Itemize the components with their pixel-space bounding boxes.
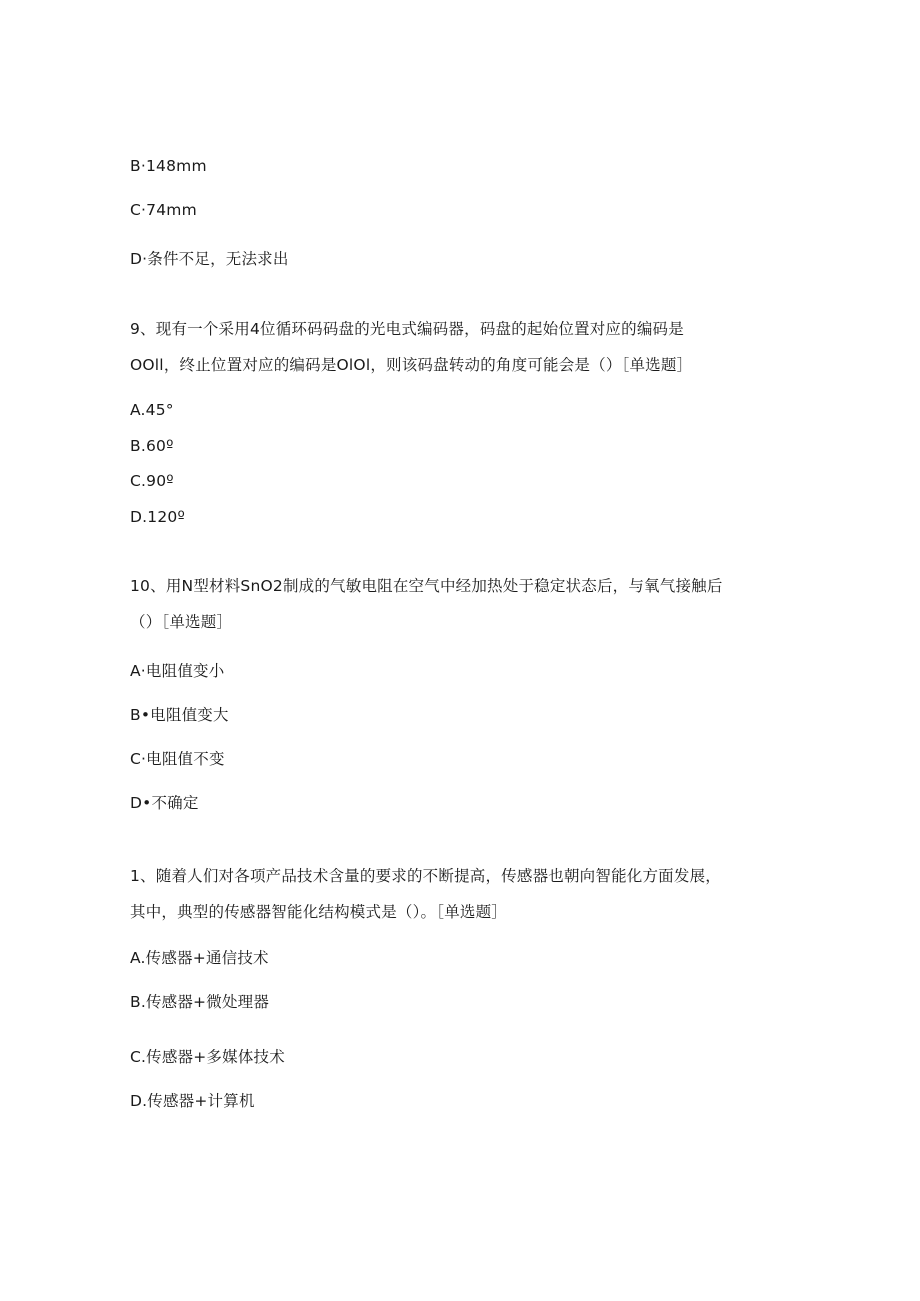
q1-option-c: C.传感器+多媒体技术: [130, 1048, 285, 1066]
q8-option-c: C·74mm: [130, 201, 197, 219]
q9-option-a: A.45°: [130, 401, 174, 419]
q10-stem-line2: （）［单选题］: [130, 613, 233, 631]
q9-option-b: B.60º: [130, 437, 174, 455]
q10-option-c: C·电阻值不变: [130, 750, 225, 768]
q1-option-b: B.传感器+微处理器: [130, 993, 270, 1011]
q9-stem-line2: OOll，终止位置对应的编码是OlOl，则该码盘转动的角度可能会是（）［单选题］: [130, 356, 693, 374]
q1-stem-line2: 其中，典型的传感器智能化结构模式是（）。［单选题］: [130, 903, 508, 921]
q9-option-c: C.90º: [130, 472, 174, 490]
q9-option-d: D.120º: [130, 508, 185, 526]
q1-stem-line1: 1、随着人们对各项产品技术含量的要求的不断提高，传感器也朝向智能化方面发展，: [130, 867, 721, 885]
q8-option-d: D·条件不足，无法求出: [130, 250, 289, 268]
q10-option-b: B•电阻值变大: [130, 706, 229, 724]
q10-stem-line1: 10、用N型材料SnO2制成的气敏电阻在空气中经加热处于稳定状态后，与氧气接触后: [130, 577, 723, 595]
q1-option-d: D.传感器+计算机: [130, 1092, 255, 1110]
q9-stem-line1: 9、现有一个采用4位循环码码盘的光电式编码器，码盘的起始位置对应的编码是: [130, 320, 684, 338]
q1-option-a: A.传感器+通信技术: [130, 949, 269, 967]
q10-option-a: A·电阻值变小: [130, 662, 225, 680]
q8-option-b: B·148mm: [130, 157, 207, 175]
q10-option-d: D•不确定: [130, 794, 199, 812]
